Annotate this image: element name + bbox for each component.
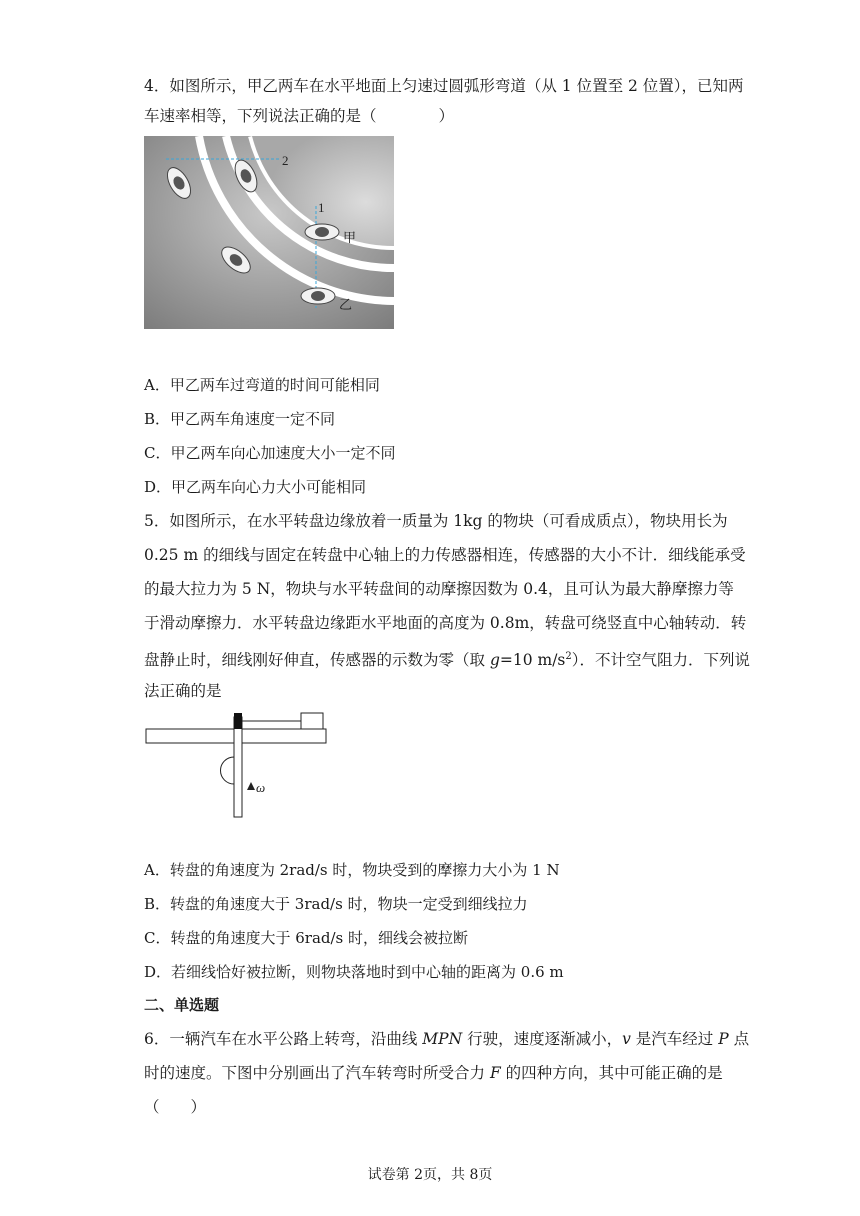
q5-line5-text-a: 盘静止时，细线刚好伸直，传感器的示数为零（取 [144,651,490,670]
q5-stem-line6: 法正确的是 [144,682,222,700]
rotation-arrow-icon [247,782,255,790]
q6-l2-f: F [489,1064,501,1082]
rotation-arc [221,757,235,784]
q4-stem-line1: 4．如图所示，甲乙两车在水平地面上匀速过圆弧形弯道（从 1 位置至 2 位置），已知两 [144,77,744,95]
q5-stem-line4: 于滑动摩擦力．水平转盘边缘距水平地面的高度为 0.8m，转盘可绕竖直中心轴转动．转 [144,614,747,632]
q5-stem-line1: 5．如图所示，在水平转盘边缘放着一质量为 1kg 的物块（可看成质点），物块用长为 [144,512,728,530]
q4-option-c: C．甲乙两车向心加速度大小一定不同 [144,444,396,462]
q6-stem-line3: （ ） [144,1098,207,1116]
label-car-jia: 甲 [343,231,357,246]
q5-stem-line5 [144,647,750,670]
q5-figure-turntable [144,712,334,822]
car-yi-icon [301,288,335,304]
q6-l1-mpn: MPN [422,1030,463,1048]
q6-l1-a: 6．一辆汽车在水平公路上转弯，沿曲线 [144,1030,423,1048]
q4-option-a: A．甲乙两车过弯道的时间可能相同 [144,376,380,394]
car-jia-icon [305,224,339,240]
center-shaft [234,717,242,817]
q6-l1-c: 是汽车经过 [630,1030,719,1048]
q5-option-b: B．转盘的角速度大于 3rad/s 时，物块一定受到细线拉力 [144,895,528,913]
force-sensor-box [301,713,323,729]
block-mass [234,713,242,729]
q5-option-c: C．转盘的角速度大于 6rad/s 时，细线会被拉断 [144,929,469,947]
q6-l1-v: v [622,1030,631,1048]
q5-line5-g: g [489,651,500,670]
q6-stem-line1 [144,1029,749,1049]
label-position-1: 1 [318,200,325,215]
label-position-2: 2 [282,153,289,168]
q5-option-a: A．转盘的角速度为 2rad/s 时，物块受到的摩擦力大小为 1 N [144,861,560,879]
label-car-yi: 乙 [339,298,353,313]
q6-stem-line2 [144,1063,723,1083]
section-heading-single-choice: 二、单选题 [144,996,220,1014]
q5-stem-line3: 的最大拉力为 5 N，物块与水平转盘间的动摩擦因数为 0.4，且可认为最大静摩擦力等 [144,580,734,598]
q6-l2-b: 的四种方向，其中可能正确的是 [500,1064,723,1082]
q6-l1-p: P [718,1030,729,1048]
page-footer: 试卷第 2页，共 8页 [367,1167,493,1183]
q6-l2-a: 时的速度。下图中分别画出了汽车转弯时所受合力 [144,1064,490,1082]
omega-label: ω [256,780,266,795]
q5-line5-text-c: ）．不计空气阻力．下列说 [571,651,751,670]
q6-l1-b: 行驶，速度逐渐减小， [462,1030,623,1048]
q5-option-d: D．若细线恰好被拉断，则物块落地时到中心轴的距离为 0.6 m [144,963,564,981]
q5-line5-text-b: =10 m/s [499,651,566,670]
q4-stem-line2: 车速率相等，下列说法正确的是（ ） [144,107,455,125]
q5-line5-sup: 2 [565,651,572,662]
q4-figure-curved-road [144,136,394,329]
q6-l1-d: 点 [728,1030,750,1048]
q4-option-d: D．甲乙两车向心力大小可能相同 [144,478,367,496]
q4-option-b: B．甲乙两车角速度一定不同 [144,410,336,428]
q5-stem-line2: 0.25 m 的细线与固定在转盘中心轴上的力传感器相连，传感器的大小不计．细线能承受 [144,546,746,564]
